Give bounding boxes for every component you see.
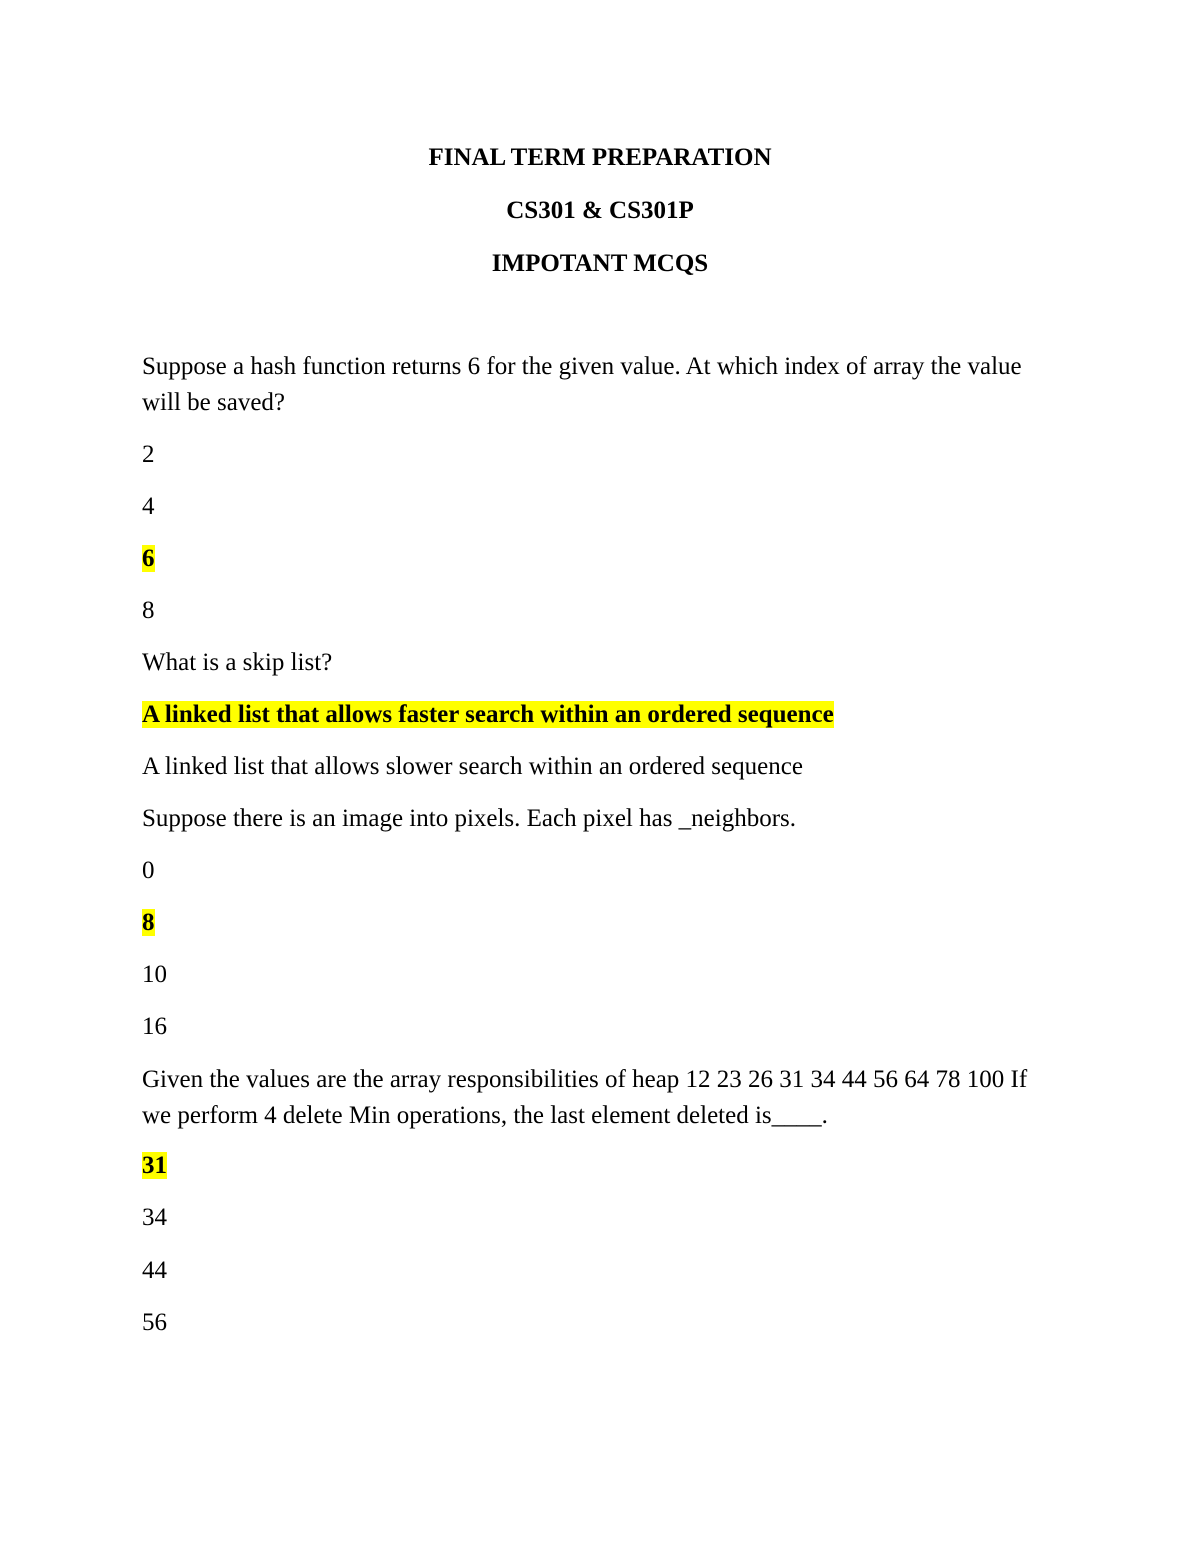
q2-option-2: A linked list that allows slower search within an ordered sequence bbox=[142, 753, 803, 780]
q4-option-1-correct bbox=[142, 1151, 167, 1181]
q4-option-3: 44 bbox=[142, 1257, 167, 1284]
question-3: Suppose there is an image into pixels. Each pixel has _neighbors. bbox=[142, 805, 797, 832]
question-2: What is a skip list? bbox=[142, 649, 333, 676]
question-1: Suppose a hash function returns 6 for the given value. At which index of array the value will be saved? bbox=[142, 353, 1022, 416]
q3-option-2-correct bbox=[142, 908, 155, 938]
q1-option-3-correct bbox=[142, 544, 155, 574]
q4-option-4: 56 bbox=[142, 1309, 167, 1336]
answer-highlight: 8 bbox=[142, 909, 155, 936]
q3-option-1: 0 bbox=[142, 857, 155, 884]
q3-option-3: 10 bbox=[142, 961, 167, 988]
q3-option-4: 16 bbox=[142, 1013, 167, 1040]
answer-highlight: 31 bbox=[142, 1152, 167, 1179]
title-line-2: CS301 & CS301P bbox=[506, 197, 694, 224]
question-4: Given the values are the array responsibilities of heap 12 23 26 31 34 44 56 64 78 100 If we perform 4 delete Min operations, the last element deleted is____. bbox=[142, 1066, 1028, 1129]
answer-highlight: A linked list that allows faster search within an ordered sequence bbox=[142, 701, 834, 728]
title-line-3: IMPOTANT MCQS bbox=[491, 250, 709, 277]
answer-highlight: 6 bbox=[142, 545, 155, 572]
title-line-1: FINAL TERM PREPARATION bbox=[428, 144, 772, 171]
q2-option-1-correct bbox=[142, 700, 834, 730]
q1-option-2: 4 bbox=[142, 493, 155, 520]
q4-option-2: 34 bbox=[142, 1204, 167, 1231]
q1-option-4: 8 bbox=[142, 597, 155, 624]
q1-option-1: 2 bbox=[142, 441, 155, 468]
